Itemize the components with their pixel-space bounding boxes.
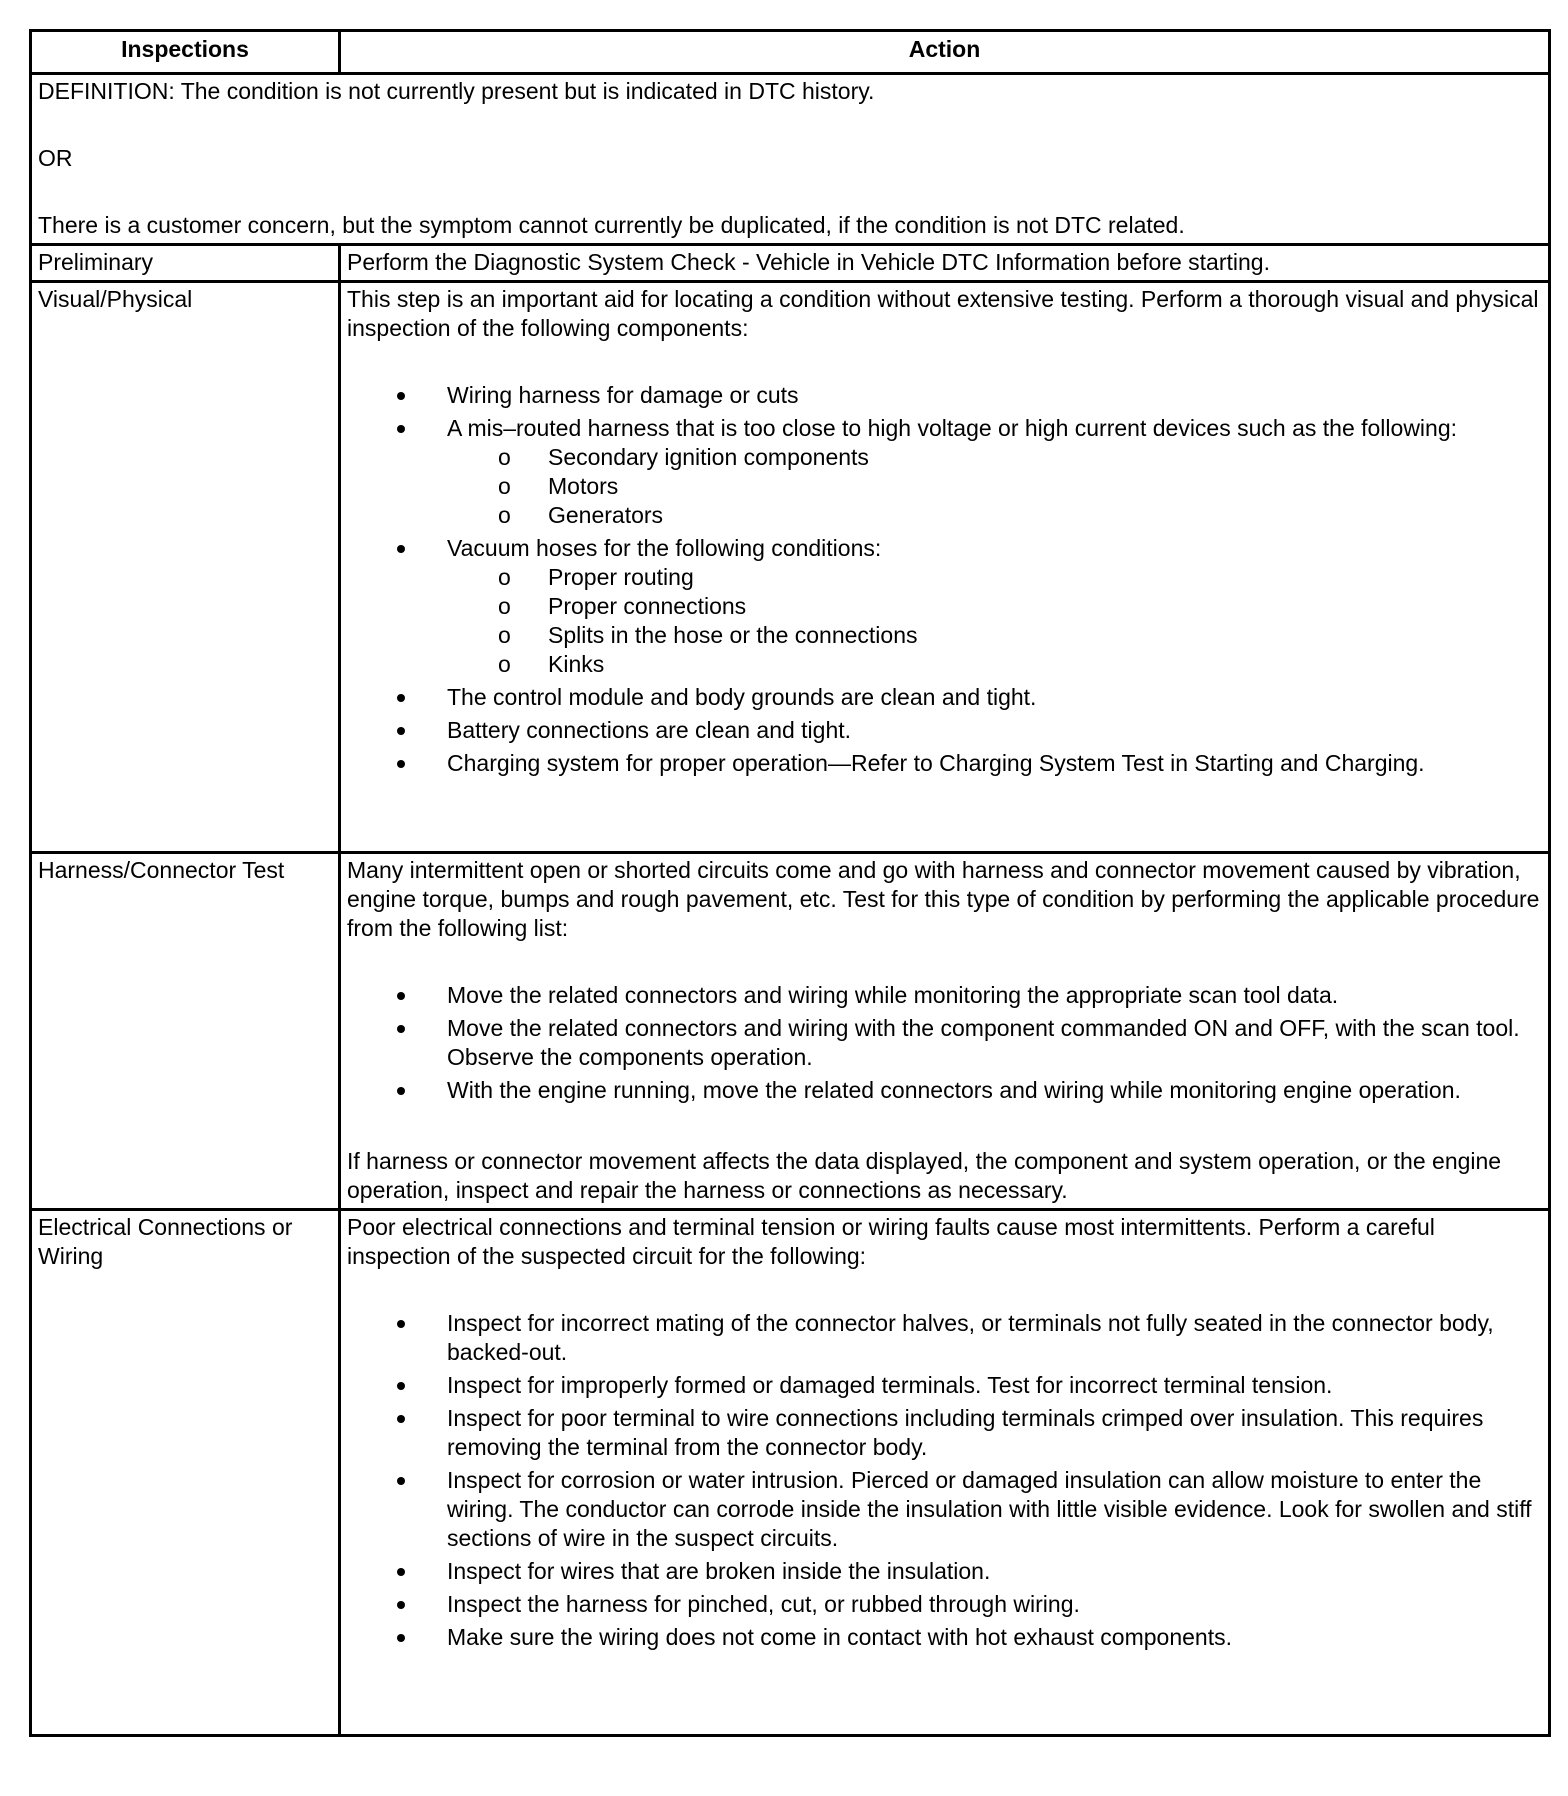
list-item: Inspect for poor terminal to wire connections including terminals crimped over insulation. This requires removing the terminal from the connector body. <box>447 1404 1542 1462</box>
list-item: Inspect for incorrect mating of the connector halves, or terminals not fully seated in the connector body, backed-out. <box>447 1309 1542 1367</box>
sub-list-item: o Proper routing <box>498 564 694 590</box>
sub-list-item: o Splits in the hose or the connections <box>498 622 918 648</box>
bullet-icon <box>397 992 405 1000</box>
definition-text-2: There is a customer concern, but the symptom cannot currently be duplicated, if the condition is not DTC related. <box>38 212 1185 238</box>
bullet-icon <box>397 392 405 400</box>
bullet-icon <box>397 1320 405 1328</box>
header-action: Action <box>340 31 1550 74</box>
bullet-icon <box>397 1382 405 1390</box>
bullet-icon <box>397 1568 405 1576</box>
row-visual-physical <box>31 282 1550 853</box>
list-item: Inspect for improperly formed or damaged terminals. Test for incorrect terminal tension. <box>447 1371 1542 1400</box>
row-label-electrical-connections: Electrical Connections or Wiring <box>31 1210 340 1736</box>
bullet-icon <box>397 1601 405 1609</box>
visual-intro: This step is an important aid for locating a condition without extensive testing. Perform a thorough visual and physical inspection of the following components: <box>347 286 1539 341</box>
sub-list <box>447 563 1542 679</box>
sub-list-item: o Generators <box>498 502 664 528</box>
definition-or: OR <box>38 145 73 171</box>
sub-list-item: o Kinks <box>498 651 605 677</box>
list-item: Battery connections are clean and tight. <box>447 716 1542 745</box>
list-item: Make sure the wiring does not come in contact with hot exhaust components. <box>447 1623 1542 1652</box>
harness-bullet-list <box>347 981 1542 1105</box>
bullet-icon <box>397 727 405 735</box>
row-action-harness-connector <box>340 853 1550 1210</box>
list-item: Inspect the harness for pinched, cut, or rubbed through wiring. <box>447 1590 1542 1619</box>
circle-bullet-icon: o <box>498 502 511 528</box>
bullet-icon <box>397 1087 405 1095</box>
circle-bullet-icon: o <box>498 593 511 619</box>
list-item: Move the related connectors and wiring with the component commanded ON and OFF, with the scan tool. Observe the components operation. <box>447 1014 1542 1072</box>
definition-text: DEFINITION: The condition is not currently present but is indicated in DTC history. <box>38 78 875 104</box>
harness-note: If harness or connector movement affects the data displayed, the component and system operation, or the engine operation, inspect and repair the harness or connections as necessary. <box>347 1148 1502 1203</box>
sub-list-item: o Proper connections <box>498 593 747 619</box>
header-row <box>31 31 1550 74</box>
list-item: Vacuum hoses for the following conditions: o Proper routing o Proper connections o Splits in the hose or the connections o Kinks <box>447 534 1542 679</box>
row-action-preliminary: Perform the Diagnostic System Check - Vehicle in Vehicle DTC Information before starting. <box>340 245 1550 282</box>
header-inspections: Inspections <box>31 31 340 74</box>
list-item: Charging system for proper operation—Refer to Charging System Test in Starting and Charging. <box>447 749 1542 778</box>
electrical-intro: Poor electrical connections and terminal tension or wiring faults cause most intermittents. Perform a careful inspection of the suspected circuit for the following: <box>347 1214 1435 1269</box>
list-item: Inspect for corrosion or water intrusion. Pierced or damaged insulation can allow moisture to enter the wiring. The conductor can corrode inside the insulation with little visible evidence. Look for swollen and stiff sections of wire in the suspect circuits. <box>447 1466 1542 1553</box>
sub-list-item: o Motors <box>498 473 619 499</box>
sub-list <box>447 443 1542 530</box>
row-label-visual-physical: Visual/Physical <box>31 282 340 853</box>
list-item: A mis–routed harness that is too close to high voltage or high current devices such as the following: o Secondary ignition components o Motors o Generators <box>447 414 1542 530</box>
harness-intro: Many intermittent open or shorted circuits come and go with harness and connector movement caused by vibration, engine torque, bumps and rough pavement, etc. Test for this type of condition by performing the applicable procedure from the following list: <box>347 857 1540 941</box>
row-action-electrical-connections <box>340 1210 1550 1736</box>
bullet-icon <box>397 545 405 553</box>
list-item: Wiring harness for damage or cuts <box>447 381 1542 410</box>
electrical-bullet-list <box>347 1309 1542 1652</box>
circle-bullet-icon: o <box>498 622 511 648</box>
sub-list-item: o Secondary ignition components <box>498 444 869 470</box>
list-item: Move the related connectors and wiring while monitoring the appropriate scan tool data. <box>447 981 1542 1010</box>
list-item: Inspect for wires that are broken inside the insulation. <box>447 1557 1542 1586</box>
bullet-icon <box>397 1634 405 1642</box>
list-item: The control module and body grounds are clean and tight. <box>447 683 1542 712</box>
circle-bullet-icon: o <box>498 564 511 590</box>
row-label-harness-connector: Harness/Connector Test <box>31 853 340 1210</box>
circle-bullet-icon: o <box>498 651 511 677</box>
definition-cell <box>31 74 1550 245</box>
row-action-visual-physical <box>340 282 1550 853</box>
row-label-preliminary: Preliminary <box>31 245 340 282</box>
circle-bullet-icon: o <box>498 444 511 470</box>
row-harness-connector <box>31 853 1550 1210</box>
visual-bullet-list <box>347 381 1542 778</box>
bullet-icon <box>397 760 405 768</box>
bullet-icon <box>397 694 405 702</box>
definition-row <box>31 74 1550 245</box>
bullet-icon <box>397 1025 405 1033</box>
circle-bullet-icon: o <box>498 473 511 499</box>
bullet-icon <box>397 1415 405 1423</box>
row-electrical-connections <box>31 1210 1550 1736</box>
list-item: With the engine running, move the related connectors and wiring while monitoring engine operation. <box>447 1076 1542 1105</box>
bullet-icon <box>397 1477 405 1485</box>
inspection-table <box>29 29 1551 1737</box>
row-preliminary <box>31 245 1550 282</box>
bullet-icon <box>397 425 405 433</box>
